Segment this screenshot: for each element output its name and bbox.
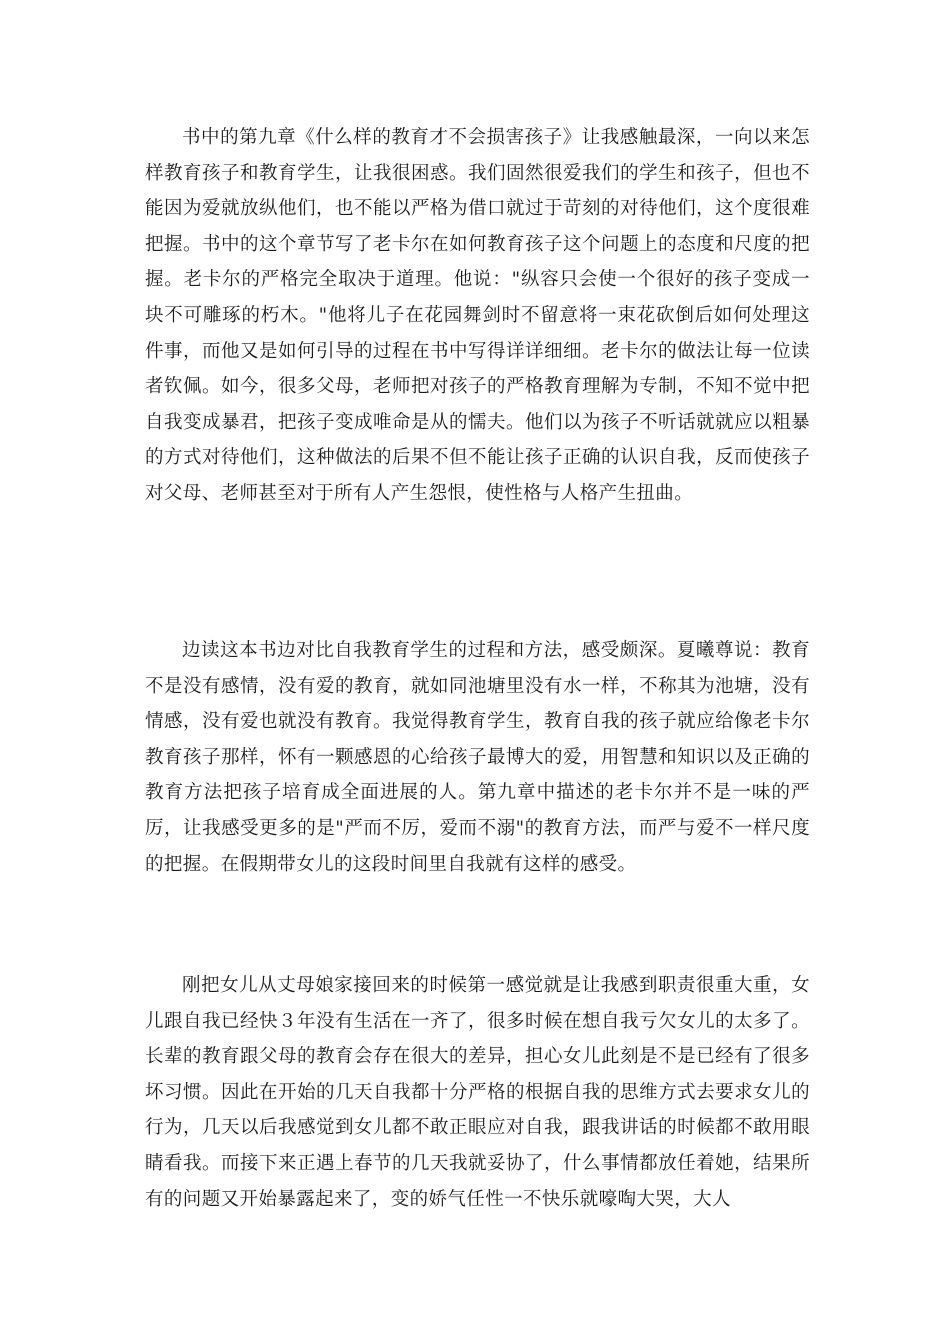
paragraph-reflection: 边读这本书边对比自我教育学生的过程和方法，感受颇深。夏曦尊说：教育不是没有感情，没有爱的教育，就如同池塘里没有水一样，不称其为池塘，没有情感，没有爱也就没有教育。我觉得教育学生，教育自我的孩子就应给像老卡尔教育孩子那样，怀有一颗感恩的心给孩子最博大的爱，用智慧和知识以及正确的教育方法把孩子培育成全面进展的人。第九章中描述的老卡尔并不是一味的严厉，让我感受更多的是"严而不厉，爱而不溺"的教育方法，而严与爱不一样尺度的把握。在假期带女儿的这段时间里自我就有这样的感受。	[145, 640, 810, 875]
paragraph-daughter: 刚把女儿从丈母娘家接回来的时候第一感觉就是让我感到职责很重大重，女儿跟自我已经快３年没有生活在一齐了，很多时候在想自我亏欠女儿的太多了。长辈的教育跟父母的教育会存在很大的差异，担心女儿此刻是不是已经有了很多坏习惯。因此在开始的几天自我都十分严格的根据自我的思维方式去要求女儿的行为，几天以后我感觉到女儿都不敢正眼应对自我，跟我讲话的时候都不敢用眼睛看我。而接下来正遇上春节的几天我就妥协了，什么事情都放任着她，结果所有的问题又开始暴露起来了，变的娇气任性一不快乐就嚎啕大哭，大人	[145, 975, 810, 1210]
paragraph-chapter-nine: 书中的第九章《什么样的教育才不会损害孩子》让我感触最深，一向以来怎样教育孩子和教育学生，让我很困惑。我们固然很爱我们的学生和孩子，但也不能因为爱就放纵他们，也不能以严格为借口就过于苛刻的对待他们，这个度很难把握。书中的这个章节写了老卡尔在如何教育孩子这个问题上的态度和尺度的把握。老卡尔的严格完全取决于道理。他说："纵容只会使一个很好的孩子变成一块不可雕琢的朽木。"他将儿子在花园舞剑时不留意将一束花砍倒后如何处理这件事，而他又是如何引导的过程在书中写得详详细细。老卡尔的做法让每一位读者钦佩。如今，很多父母，老师把对孩子的严格教育理解为专制，不知不觉中把自我变成暴君，把孩子变成唯命是从的懦夫。他们以为孩子不听话就就应以粗暴的方式对待他们，这种做法的后果不但不能让孩子正确的认识自我，反而使孩子对父母、老师甚至对于所有人产生怨恨，使性格与人格产生扭曲。	[145, 127, 810, 504]
